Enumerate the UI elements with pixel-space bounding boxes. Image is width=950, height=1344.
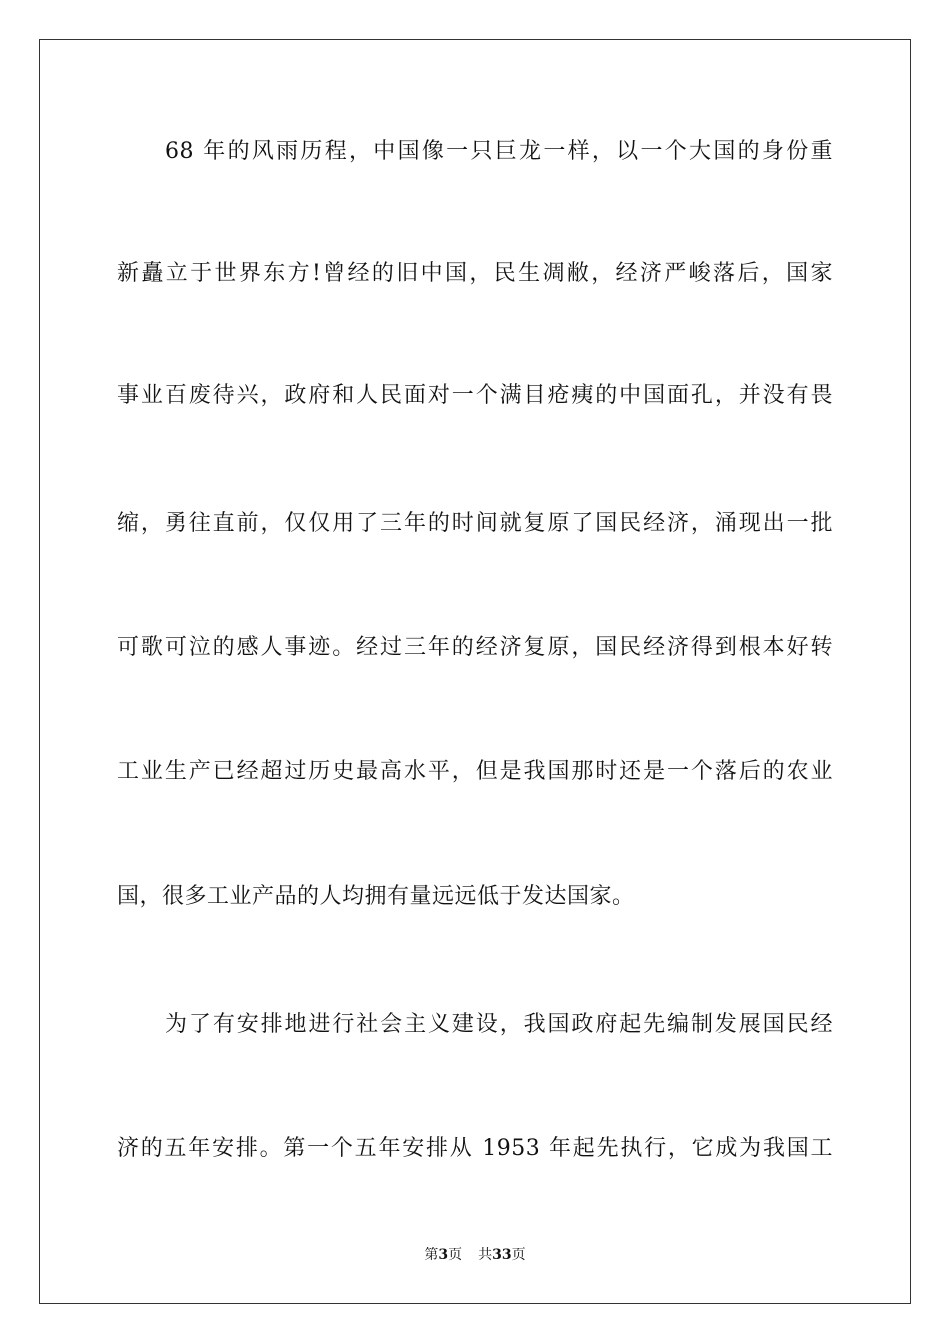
paragraph-1-line-7: 国，很多工业产品的人均拥有量远远低于发达国家。 <box>117 884 635 909</box>
paragraph-1-line-3: 事业百废待兴，政府和人民面对一个满目疮痍的中国面孔，并没有畏 <box>117 383 833 408</box>
paragraph-1-line-5: 可歌可泣的感人事迹。经过三年的经济复原，国民经济得到根本好转 <box>117 635 833 660</box>
page-border <box>39 39 911 1304</box>
page-footer <box>0 1245 950 1265</box>
footer-total-pages: 33 <box>492 1247 512 1263</box>
paragraph-2-line-2: 济的五年安排。第一个五年安排从 1953 年起先执行，它成为我国工 <box>117 1136 833 1161</box>
footer-total-suffix: 页 <box>511 1247 526 1263</box>
footer-page-number: 3 <box>438 1247 449 1263</box>
paragraph-1-line-4: 缩，勇往直前，仅仅用了三年的时间就复原了国民经济，涌现出一批 <box>117 511 833 536</box>
paragraph-2-line-1: 为了有安排地进行社会主义建设，我国政府起先编制发展国民经 <box>165 1012 833 1037</box>
paragraph-1-line-6: 工业生产已经超过历史最高水平，但是我国那时还是一个落后的农业 <box>117 759 833 784</box>
paragraph-1-line-2: 新矗立于世界东方!曾经的旧中国，民生凋敝，经济严峻落后，国家 <box>117 261 833 286</box>
footer-page-prefix: 第 <box>424 1247 439 1263</box>
paragraph-1-line-1: 68 年的风雨历程，中国像一只巨龙一样，以一个大国的身份重 <box>165 139 833 164</box>
footer-total-prefix: 共 <box>478 1247 493 1263</box>
footer-page-suffix: 页 <box>448 1247 463 1263</box>
